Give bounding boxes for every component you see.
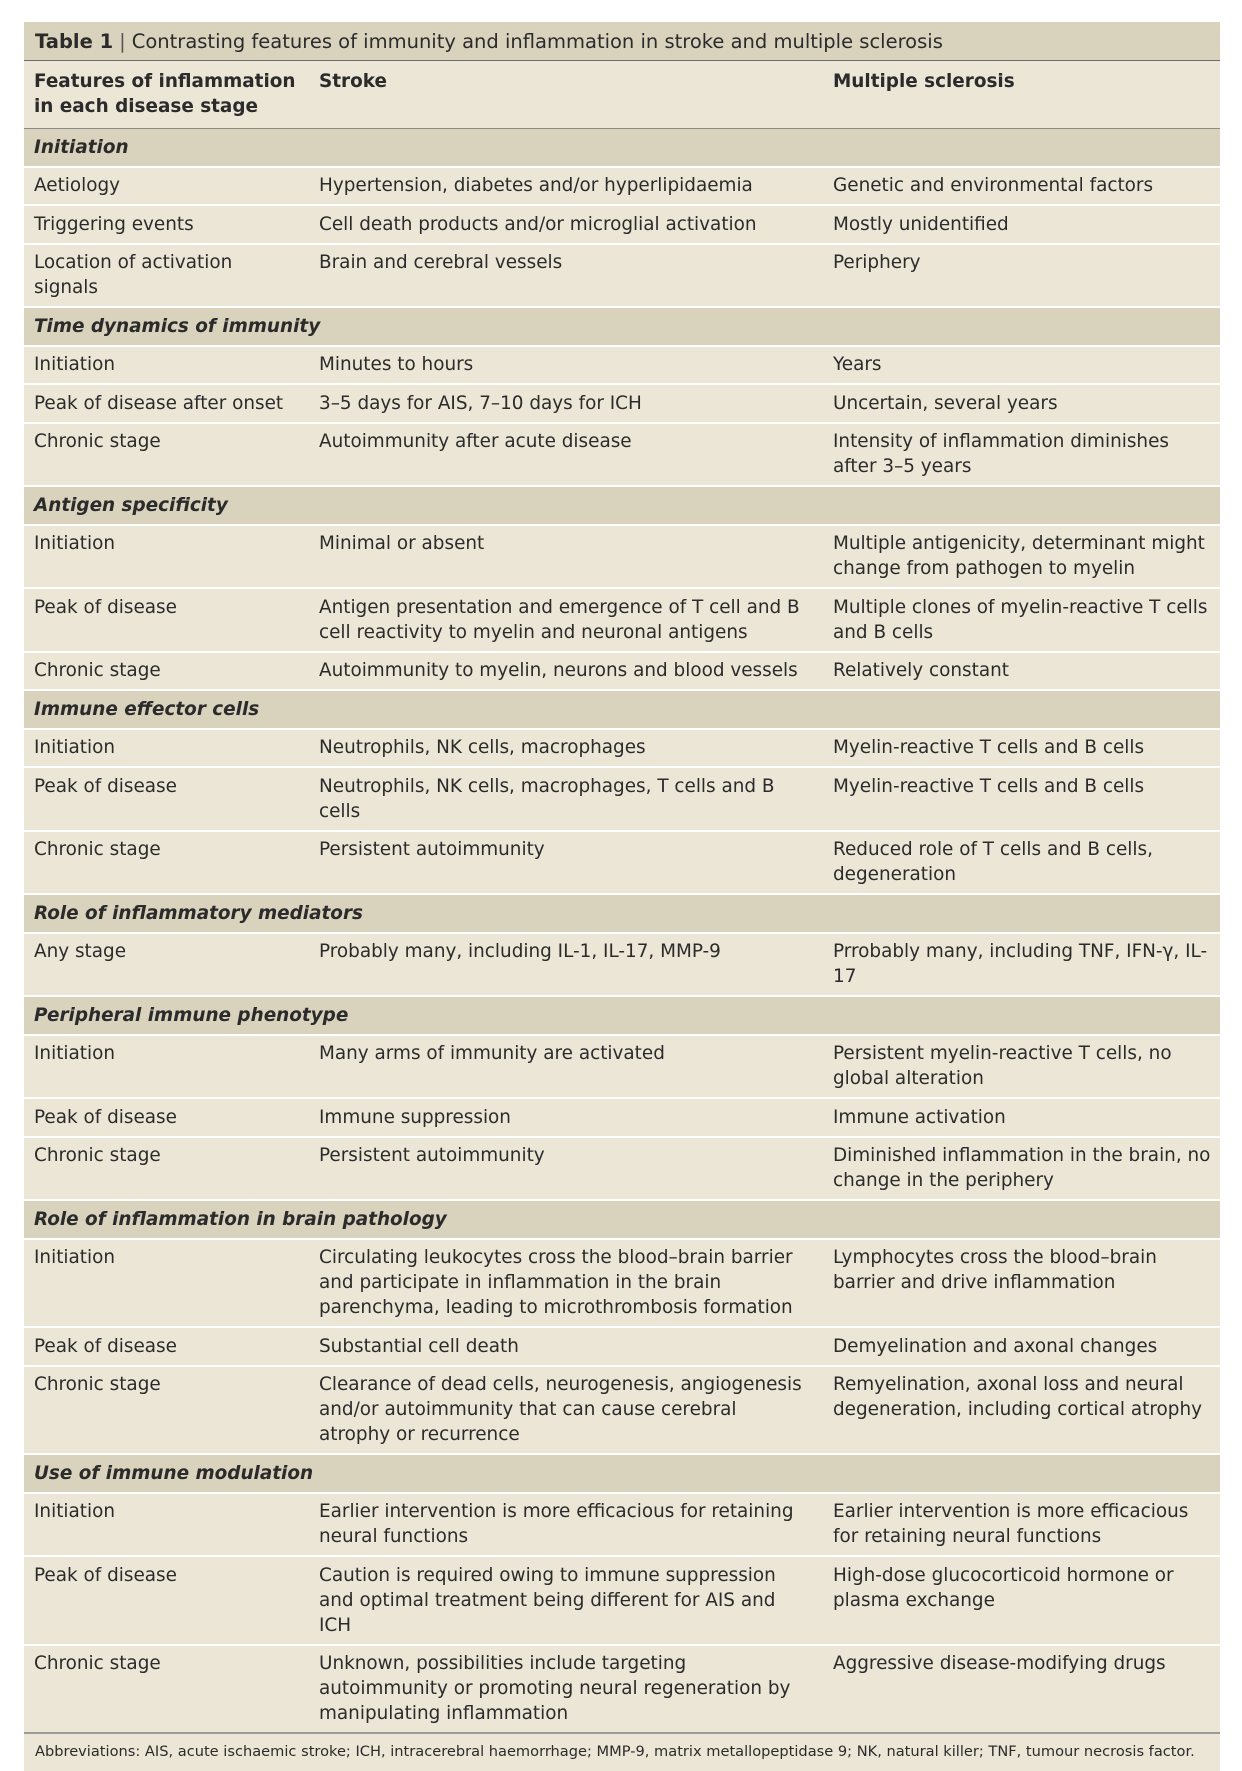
stroke-cell: Probably many, including IL-1, IL-17, MMP-9 [319,941,721,962]
feature-cell: Initiation [34,1247,116,1268]
feature-cell: Chronic stage [34,1145,161,1166]
ms-cell: Diminished inflammation in the brain, no change in the periphery [833,1145,1211,1191]
stroke-cell: Brain and cerebral vessels [319,252,563,273]
feature-cell: Chronic stage [34,839,161,860]
section-header-row [24,486,1220,525]
header-row [24,61,1220,129]
ms-cell: High-dose glucocorticoid hormone or plasma exchange [833,1564,1174,1611]
stroke-cell: 3–5 days for AIS, 7–10 days for ICH [319,392,642,414]
table-row [24,1098,1220,1137]
feature-cell: Any stage [34,941,127,962]
stroke-cell: Antigen presentation and emergence of T cell and B cell reactivity to myelin and neuronal antigens [319,596,800,643]
table-row [24,652,1220,691]
table-row [24,1327,1220,1366]
ms-cell: Prrobably many, including TNF, IFN-γ, IL-17 [833,941,1208,987]
table-row [24,525,1220,589]
ms-cell: Multiple clones of myelin-reactive T cells and B cells [833,596,1208,643]
section-title: Use of immune modulation [34,1462,314,1484]
ms-cell: Myelin-reactive T cells and B cells [833,737,1145,758]
ms-cell: Periphery [833,252,921,273]
feature-cell: Initiation [34,1043,116,1064]
table-row [24,933,1220,997]
stroke-cell: Cell death products and/or microglial activation [319,213,757,235]
ms-cell: Reduced role of T cells and B cells, degeneration [833,839,1153,885]
stroke-cell: Circulating leukocytes cross the blood–brain barrier and participate in inflammation in the brain parenchyma, leading to microthrombosis formation [319,1247,793,1318]
feature-cell: Aetiology [34,175,121,196]
stroke-cell: Minimal or absent [319,533,485,554]
table-row [24,1137,1220,1201]
section-header-row [24,690,1220,729]
ms-cell: Aggressive disease-modifying drugs [833,1653,1166,1674]
table-row [24,346,1220,385]
stroke-cell: Earlier intervention is more efficacious for retaining neural functions [319,1501,794,1547]
section-title: Peripheral immune phenotype [34,1004,349,1026]
section-header-row [24,129,1220,167]
section-header-row [24,1200,1220,1239]
section-header-row [24,996,1220,1035]
table-row [24,588,1220,652]
table-number: Table 1 [35,29,114,53]
ms-cell: Myelin-reactive T cells and B cells [833,775,1145,797]
feature-cell: Chronic stage [34,431,161,452]
ms-cell: Multiple antigenicity, determinant might change from pathogen to myelin [833,533,1205,579]
feature-cell: Initiation [34,533,116,554]
section-header-row [24,894,1220,933]
feature-cell: Peak of disease [34,596,177,618]
section-header-row [24,307,1220,346]
stroke-cell: Autoimmunity to myelin, neurons and blood vessels [319,660,798,681]
table-row [24,1645,1220,1733]
ms-cell: Intensity of inflammation diminishes after 3–5 years [833,431,1169,477]
table-row [24,1493,1220,1557]
stroke-cell: Many arms of immunity are activated [319,1043,665,1064]
feature-cell: Peak of disease [34,1335,177,1357]
section-title: Role of inflammation in brain pathology [34,1208,447,1230]
stroke-cell: Autoimmunity after acute disease [319,431,632,452]
feature-cell: Triggering events [34,213,194,235]
stroke-cell: Unknown, possibilities include targeting autoimmunity or promoting neural regeneration by manipulating inflammation [319,1653,791,1724]
feature-cell: Peak of disease [34,1564,177,1586]
stroke-cell: Clearance of dead cells, neurogenesis, angiogenesis and/or autoimmunity that can cause cerebral atrophy or recurrence [319,1374,802,1445]
table-row [24,729,1220,768]
table-row [24,767,1220,831]
column-header-multiple-sclerosis: Multiple sclerosis [833,71,1015,92]
table-row [24,244,1220,308]
section-header-row [24,1454,1220,1493]
feature-cell: Initiation [34,1501,116,1522]
table-row [24,1366,1220,1455]
title-separator: | [119,29,126,53]
table-row [24,1239,1220,1328]
ms-cell: Genetic and environmental factors [833,175,1154,196]
table-row [24,384,1220,423]
ms-cell: Immune activation [833,1106,1006,1128]
section-title: Role of inflammatory mediators [34,902,363,924]
feature-cell: Chronic stage [34,1653,161,1674]
stroke-cell: Persistent autoimmunity [319,839,545,860]
table-title-bar [24,22,1220,61]
feature-cell: Peak of disease after onset [34,392,284,414]
feature-cell: Peak of disease [34,775,177,797]
ms-cell: Mostly unidentified [833,213,1009,235]
stroke-cell: Substantial cell death [319,1335,519,1357]
feature-cell: Initiation [34,737,116,758]
feature-cell: Chronic stage [34,660,161,681]
ms-cell: Earlier intervention is more efficacious for retaining neural functions [833,1501,1189,1547]
ms-cell: Remyelination, axonal loss and neural degeneration, including cortical atrophy [833,1374,1202,1420]
table-header [24,61,1220,129]
table-footnote: Abbreviations: AIS, acute ischaemic stroke; ICH, intracerebral haemorrhage; MMP-9, matrix metallopeptidase 9; NK, natural killer; TNF, tumour necrosis factor. [24,1732,1220,1771]
stroke-cell: Neutrophils, NK cells, macrophages [319,737,646,758]
ms-cell: Lymphocytes cross the blood–brain barrier and drive inflammation [833,1247,1157,1293]
column-header-stroke: Stroke [319,71,387,92]
feature-cell: Peak of disease [34,1106,177,1128]
table-container [24,22,1220,1771]
table-row [24,423,1220,487]
column-header-features: Features of inflammation in each disease stage [34,71,296,117]
ms-cell: Uncertain, several years [833,392,1058,414]
stroke-cell: Caution is required owing to immune suppression and optimal treatment being different for AIS and ICH [319,1564,776,1636]
table-body [24,129,1220,1733]
section-title: Antigen specificity [34,494,228,516]
section-title: Immune effector cells [34,698,260,720]
ms-cell: Persistent myelin-reactive T cells, no global alteration [833,1043,1172,1089]
feature-cell: Location of activation signals [34,252,233,298]
table-row [24,1035,1220,1099]
section-title: Initiation [34,136,129,158]
feature-cell: Initiation [34,354,116,375]
ms-cell: Relatively constant [833,660,1009,681]
table-row [24,167,1220,206]
stroke-cell: Minutes to hours [319,354,474,375]
table-row [24,831,1220,895]
comparison-table [24,61,1220,1732]
section-title: Time dynamics of immunity [34,315,321,337]
table-row [24,205,1220,244]
stroke-cell: Neutrophils, NK cells, macrophages, T cells and B cells [319,775,775,822]
stroke-cell: Persistent autoimmunity [319,1145,545,1166]
ms-cell: Years [833,354,882,375]
feature-cell: Chronic stage [34,1374,161,1395]
ms-cell: Demyelination and axonal changes [833,1335,1158,1357]
table-title: Contrasting features of immunity and inflammation in stroke and multiple sclerosis [131,29,943,53]
table-row [24,1556,1220,1645]
stroke-cell: Hypertension, diabetes and/or hyperlipidaemia [319,175,753,196]
stroke-cell: Immune suppression [319,1106,511,1128]
